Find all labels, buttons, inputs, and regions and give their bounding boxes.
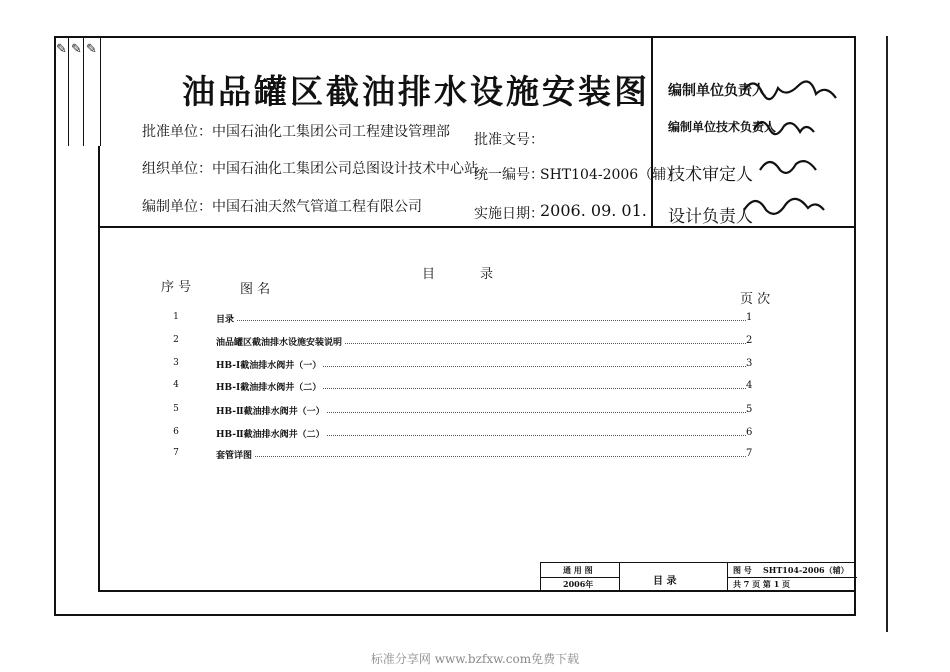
toc-leader-dots: [216, 456, 746, 457]
toc-row-name: HB-Ⅰ截油排水阀井（一）: [216, 358, 323, 371]
scan-edge: [886, 36, 888, 632]
toc-row-page: 7: [746, 448, 753, 459]
toc-row-number: 3: [173, 358, 179, 368]
list-item: [166, 427, 766, 445]
page-title: 油品罐区截油排水设施安装图: [182, 72, 650, 111]
tb-sheet-title: 目 录: [653, 576, 677, 587]
toc-row-number: 4: [173, 380, 179, 390]
toc-row-page: 6: [746, 427, 753, 438]
toc-row-number: 6: [173, 427, 179, 437]
handwritten-stub-signature-2: ✎: [69, 42, 84, 58]
watermark-footer: 标准分享网 www.bzfxw.com免费下载: [370, 652, 580, 666]
signature-stub: [54, 36, 101, 146]
date-value: 2006. 09. 01.: [540, 201, 647, 220]
tb-sheets: 共 7 页 第 1 页: [733, 579, 791, 589]
toc-row-page: 2: [746, 335, 753, 346]
code-label: 统一编号：: [474, 167, 544, 183]
tb-year: 2006年: [563, 579, 594, 589]
handwritten-stub-signature-3: ✎: [84, 42, 99, 58]
toc-col-page: 页 次: [740, 292, 771, 307]
list-item: [166, 312, 766, 330]
toc-title-right: 录: [480, 267, 494, 282]
toc-row-name: HB-Ⅱ截油排水阀井（二）: [216, 427, 327, 440]
list-item: [166, 335, 766, 353]
date-label: 实施日期：: [474, 206, 544, 222]
approval-unit: 批准单位：中国石油化工集团公司工程建设管理部: [142, 124, 450, 140]
handwritten-signatures: [740, 70, 850, 230]
toc-row-name: 油品罐区截油排水设施安装说明: [216, 335, 344, 348]
tb-atlas-value: SHT104-2006（辅）: [763, 565, 849, 575]
title-block: [540, 562, 856, 592]
toc-row-name: HB-Ⅰ截油排水阀井（二）: [216, 380, 323, 393]
toc-title-left: 目: [422, 267, 436, 282]
toc-row-number: 7: [173, 448, 179, 458]
toc-row-page: 1: [746, 312, 753, 323]
organize-unit: 组织单位：中国石油化工集团公司总图设计技术中心站: [142, 161, 478, 177]
toc-row-page: 5: [746, 404, 753, 415]
toc-row-page: 3: [746, 358, 753, 369]
role-tech-reviewer: 技术审定人: [668, 165, 753, 185]
toc-row-name: HB-Ⅱ截油排水阀井（一）: [216, 404, 327, 417]
compile-unit: 编制单位：中国石油天然气管道工程有限公司: [142, 199, 422, 215]
list-item: [166, 380, 766, 398]
toc-row-name: 套管详图: [216, 448, 254, 461]
toc-row-number: 2: [173, 335, 179, 345]
role-chief: 编制单位负责人: [668, 83, 766, 99]
list-item: [166, 358, 766, 376]
tb-atlas-label: 图 号: [733, 565, 752, 575]
role-design-chief: 设计负责人: [668, 207, 753, 227]
role-tech-chief: 编制单位技术负责人: [668, 120, 777, 134]
toc-row-name: 目录: [216, 312, 236, 325]
toc-row-page: 4: [746, 380, 753, 391]
code-value: SHT104-2006（辅）: [540, 167, 681, 183]
toc-col-seq: 序 号: [161, 280, 192, 295]
list-item: [166, 448, 766, 466]
handwritten-stub-signature-1: ✎: [54, 42, 69, 58]
toc-row-number: 5: [173, 404, 179, 414]
list-item: [166, 404, 766, 422]
toc-col-name: 图 名: [240, 282, 271, 297]
approval-doc-label: 批准文号：: [474, 132, 544, 148]
toc-row-number: 1: [173, 312, 179, 322]
header-right-divider: [651, 38, 653, 226]
tb-used-for: 通 用 图: [563, 565, 593, 575]
inner-left-border: [98, 146, 100, 592]
toc-leader-dots: [216, 320, 746, 321]
